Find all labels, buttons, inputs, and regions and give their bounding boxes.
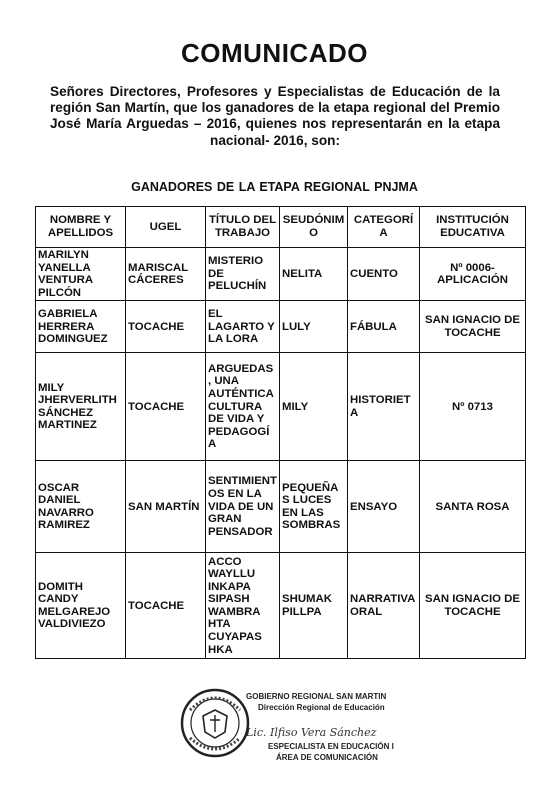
cell-title: MISTERIO DE PELUCHÍN (206, 248, 280, 301)
stamp-line-3: ESPECIALISTA EN EDUCACIÓN I (268, 742, 394, 751)
table-row (36, 353, 526, 461)
cell-pseudonym: PEQUEÑAS LUCES EN LAS SOMBRAS (280, 461, 348, 553)
cell-title: SENTIMIENTOS EN LA VIDA DE UN GRAN PENSADOR (206, 461, 280, 553)
cell-institution: Nº 0713 (420, 353, 526, 461)
official-seal-icon (180, 688, 250, 758)
cell-pseudonym: LULY (280, 301, 348, 353)
table-row (36, 461, 526, 553)
table-row (36, 301, 526, 353)
intro-paragraph: Señores Directores, Profesores y Especialistas de Educación de la región San Martín, que los ganadores de la etapa regional del Premio José María Arguedas – 2016, quienes nos representarán en la etapa nacional- 2016, son: (50, 84, 500, 148)
header-title: TÍTULO DEL TRABAJO (206, 207, 280, 248)
cell-institution: Nº 0006-APLICACIÓN (420, 248, 526, 301)
cell-name: DOMITH CANDY MELGAREJO VALDIVIEZO (36, 553, 126, 659)
header-pseudonym: SEUDÓNIMO (280, 207, 348, 248)
cell-ugel: SAN MARTÍN (126, 461, 206, 553)
cell-name: MILY JHERVERLITH SÁNCHEZ MARTINEZ (36, 353, 126, 461)
cell-category: HISTORIETA (348, 353, 420, 461)
cell-name: MARILYN YANELLA VENTURA PILCÓN (36, 248, 126, 301)
winners-table (35, 206, 526, 659)
cell-institution: SAN IGNACIO DE TOCACHE (420, 301, 526, 353)
cell-ugel: MARISCAL CÁCERES (126, 248, 206, 301)
header-ugel: UGEL (126, 207, 206, 248)
header-institution: INSTITUCIÓN EDUCATIVA (420, 207, 526, 248)
stamp-line-1: GOBIERNO REGIONAL SAN MARTIN (246, 692, 387, 701)
cell-name: OSCAR DANIEL NAVARRO RAMIREZ (36, 461, 126, 553)
table-caption: GANADORES DE LA ETAPA REGIONAL PNJMA (131, 180, 418, 194)
cell-pseudonym: MILY (280, 353, 348, 461)
signature: Lic. Ilfiso Vera Sánchez (246, 726, 377, 739)
cell-institution: SAN IGNACIO DE TOCACHE (420, 553, 526, 659)
cell-institution: SANTA ROSA (420, 461, 526, 553)
cell-pseudonym: NELITA (280, 248, 348, 301)
cell-ugel: TOCACHE (126, 301, 206, 353)
document-title: COMUNICADO (181, 38, 368, 68)
cell-title: ARGUEDAS , UNA AUTÉNTICA CULTURA DE VIDA Y PEDAGOGÍA (206, 353, 280, 461)
cell-title: EL LAGARTO Y LA LORA (206, 301, 280, 353)
header-name: NOMBRE Y APELLIDOS (36, 207, 126, 248)
cell-name: GABRIELA HERRERA DOMINGUEZ (36, 301, 126, 353)
table-row (36, 248, 526, 301)
cell-category: NARRATIVA ORAL (348, 553, 420, 659)
cell-category: CUENTO (348, 248, 420, 301)
stamp-line-4: ÁREA DE COMUNICACIÓN (276, 753, 378, 762)
cell-ugel: TOCACHE (126, 553, 206, 659)
cell-pseudonym: SHUMAK PILLPA (280, 553, 348, 659)
cell-title: ACCO WAYLLU INKAPA SIPASH WAMBRA HTA CUYAPAS HKA (206, 553, 280, 659)
table-row (36, 553, 526, 659)
cell-category: FÁBULA (348, 301, 420, 353)
header-category: CATEGORÍA (348, 207, 420, 248)
cell-category: ENSAYO (348, 461, 420, 553)
table-header-row (36, 207, 526, 248)
stamp-line-2: Dirección Regional de Educación (258, 703, 385, 712)
cell-ugel: TOCACHE (126, 353, 206, 461)
